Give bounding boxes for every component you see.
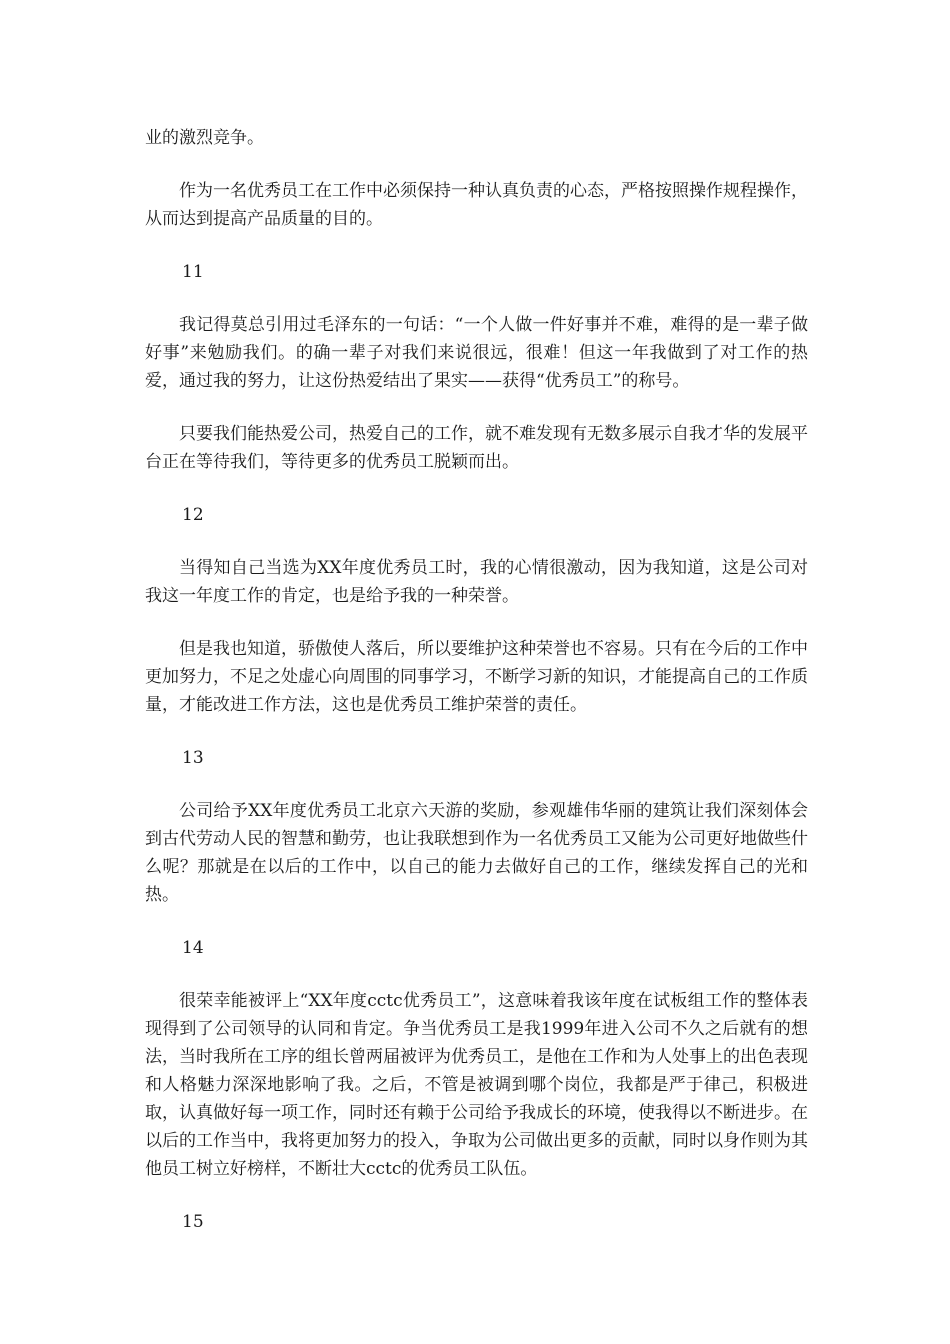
section-number: 15 [182, 1212, 204, 1232]
paragraph: 只要我们能热爱公司，热爱自己的工作，就不难发现有无数多展示自我才华的发展平台正在等待我们，等待更多的优秀员工脱颖而出。 [145, 424, 808, 472]
paragraph: 作为一名优秀员工在工作中必须保持一种认真负责的心态，严格按照操作规程操作，从而达到提高产品质量的目的。 [145, 181, 808, 229]
paragraph: 我记得莫总引用过毛泽东的一句话：“一个人做一件好事并不难，难得的是一辈子做好事”来勉励我们。的确一辈子对我们来说很远，很难！但这一年我做到了对工作的热爱，通过我的努力，让这份热爱结出了果实——获得“优秀员工”的称号。 [145, 315, 808, 391]
paragraph: 当得知自己当选为XX年度优秀员工时，我的心情很激动，因为我知道，这是公司对我这一年度工作的肯定，也是给予我的一种荣誉。 [145, 558, 808, 606]
paragraph: 但是我也知道，骄傲使人落后，所以要维护这种荣誉也不容易。只有在今后的工作中更加努力，不足之处虚心向周围的同事学习，不断学习新的知识，才能提高自己的工作质量，才能改进工作方法，这也是优秀员工维护荣誉的责任。 [145, 639, 808, 715]
section-number: 14 [182, 938, 204, 958]
paragraph: 公司给予XX年度优秀员工北京六天游的奖励，参观雄伟华丽的建筑让我们深刻体会到古代劳动人民的智慧和勤劳，也让我联想到作为一名优秀员工又能为公司更好地做些什么呢？那就是在以后的工作中，以自己的能力去做好自己的工作，继续发挥自己的光和热。 [145, 801, 808, 905]
document-page [145, 124, 808, 1261]
paragraph: 很荣幸能被评上“XX年度cctc优秀员工”，这意味着我该年度在试板组工作的整体表现得到了公司领导的认同和肯定。争当优秀员工是我1999年进入公司不久之后就有的想法，当时我所在工序的组长曾两届被评为优秀员工，是他在工作和为人处事上的出色表现和人格魅力深深地影响了我。之后，不管是被调到哪个岗位，我都是严于律己，积极进取，认真做好每一项工作，同时还有赖于公司给予我成长的环境，使我得以不断进步。在以后的工作当中，我将更加努力的投入，争取为公司做出更多的贡献，同时以身作则为其他员工树立好榜样，不断壮大cctc的优秀员工队伍。 [145, 991, 808, 1179]
section-number: 13 [182, 748, 204, 768]
section-number: 12 [182, 505, 204, 525]
section-number: 11 [182, 262, 204, 282]
paragraph-continuation: 业的激烈竞争。 [145, 128, 264, 148]
